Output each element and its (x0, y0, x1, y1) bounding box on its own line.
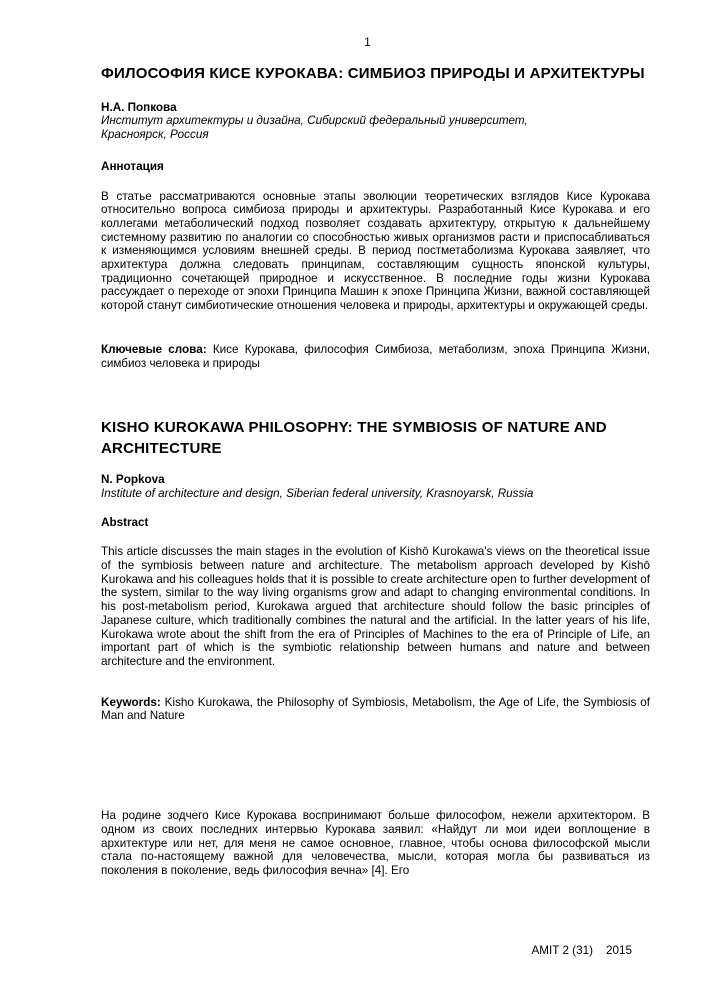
journal-issue: AMIT 2 (31) (531, 944, 593, 957)
en-affiliation: Institute of architecture and design, Siberian federal university, Krasnoyarsk, Russia (101, 486, 534, 500)
ru-title: ФИЛОСОФИЯ КИСЕ КУРОКАВА: СИМБИОЗ ПРИРОДЫ И АРХИТЕКТУРЫ (101, 64, 645, 82)
ru-affiliation (101, 114, 650, 141)
en-abstract-heading: Abstract (101, 515, 149, 529)
en-title: KISHO KUROKAWA PHILOSOPHY: THE SYMBIOSIS OF NATURE AND ARCHITECTURE (101, 419, 607, 458)
page-number: 1 (364, 35, 371, 49)
ru-abstract-heading: Аннотация (101, 159, 164, 173)
body-paragraph: На родине зодчего Кисе Курокава воспринимают больше философом, нежели архитектором. В одном из своих последних интервью Курокава заявил: «Найдут ли мои идеи воплощение в архитектуре или нет, для меня не самое основное, главное, чтобы основа философской мысли стала по-настоящему важной для человечества, мысли, которая могла бы развиваться из поколения в поколение, ведь философия вечна» [4]. Его (101, 809, 650, 877)
ru-author: Н.А. Попкова (101, 100, 177, 114)
ru-abstract: В статье рассматриваются основные этапы эволюции теоретических взглядов Кисе Курокава относительно вопроса симбиоза природы и архитектуры. Разработанный Кисе Курокава и его коллегами метаболический подход позволяет создавать архитектуру, открытую к дальнейшему системному развитию по аналогии со способностью живых организмов расти и приспосабливаться к изменяющимся условиям внешней среды. В период постметаболизма Курокава заявляет, что архитектура должна следовать принципам, составляющим сущность японской культуры, традиционно сочетающей природное и искусственное. В последние годы жизни Курокава рассуждает о переходе от эпохи Принципа Машин к эпохе Принципа Жизни, важной составляющей которой станут симбиотические отношения человека и природы, архитектуры и окружающей среды. (101, 189, 650, 313)
ru-keywords (101, 343, 650, 370)
ru-keywords-label: Ключевые слова: (101, 342, 207, 356)
en-author: N. Popkova (101, 473, 165, 487)
en-keywords-text: Kisho Kurokawa, the Philosophy of Symbiosis, Metabolism, the Age of Life, the Symbiosis of Man and Nature (101, 695, 650, 723)
ru-affiliation-line-2: Красноярск, Россия (101, 128, 209, 142)
en-keywords-label: Keywords: (101, 695, 161, 709)
en-keywords (101, 696, 650, 723)
ru-keywords-text: Кисе Курокава, философия Симбиоза, метаболизм, эпоха Принципа Жизни, симбиоз человека и природы (101, 342, 650, 370)
ru-affiliation-line-1: Институт архитектуры и дизайна, Сибирский федеральный университет, (101, 114, 528, 128)
en-abstract: This article discusses the main stages in the evolution of Kishō Kurokawa's views on the theoretical issue of the symbiosis between nature and architecture. The metabolism approach developed by Kishō Kurokawa and his colleagues holds that it is possible to create architecture open to further development of the system, similar to the way living organisms grow and adapt to changing environmental conditions. In his post-metabolism period, Kurokawa argued that architecture should follow the basic principles of Japanese culture, which traditionally combines the natural and the artificial. In the latter years of his life, Kurokawa wrote about the shift from the era of Principles of Machines to the era of Principle of Life, an important part of which is the symbiotic relationship between humans and nature and between architecture and the environment. (101, 545, 650, 668)
journal-year: 2015 (605, 944, 632, 957)
journal-footer (531, 944, 632, 958)
